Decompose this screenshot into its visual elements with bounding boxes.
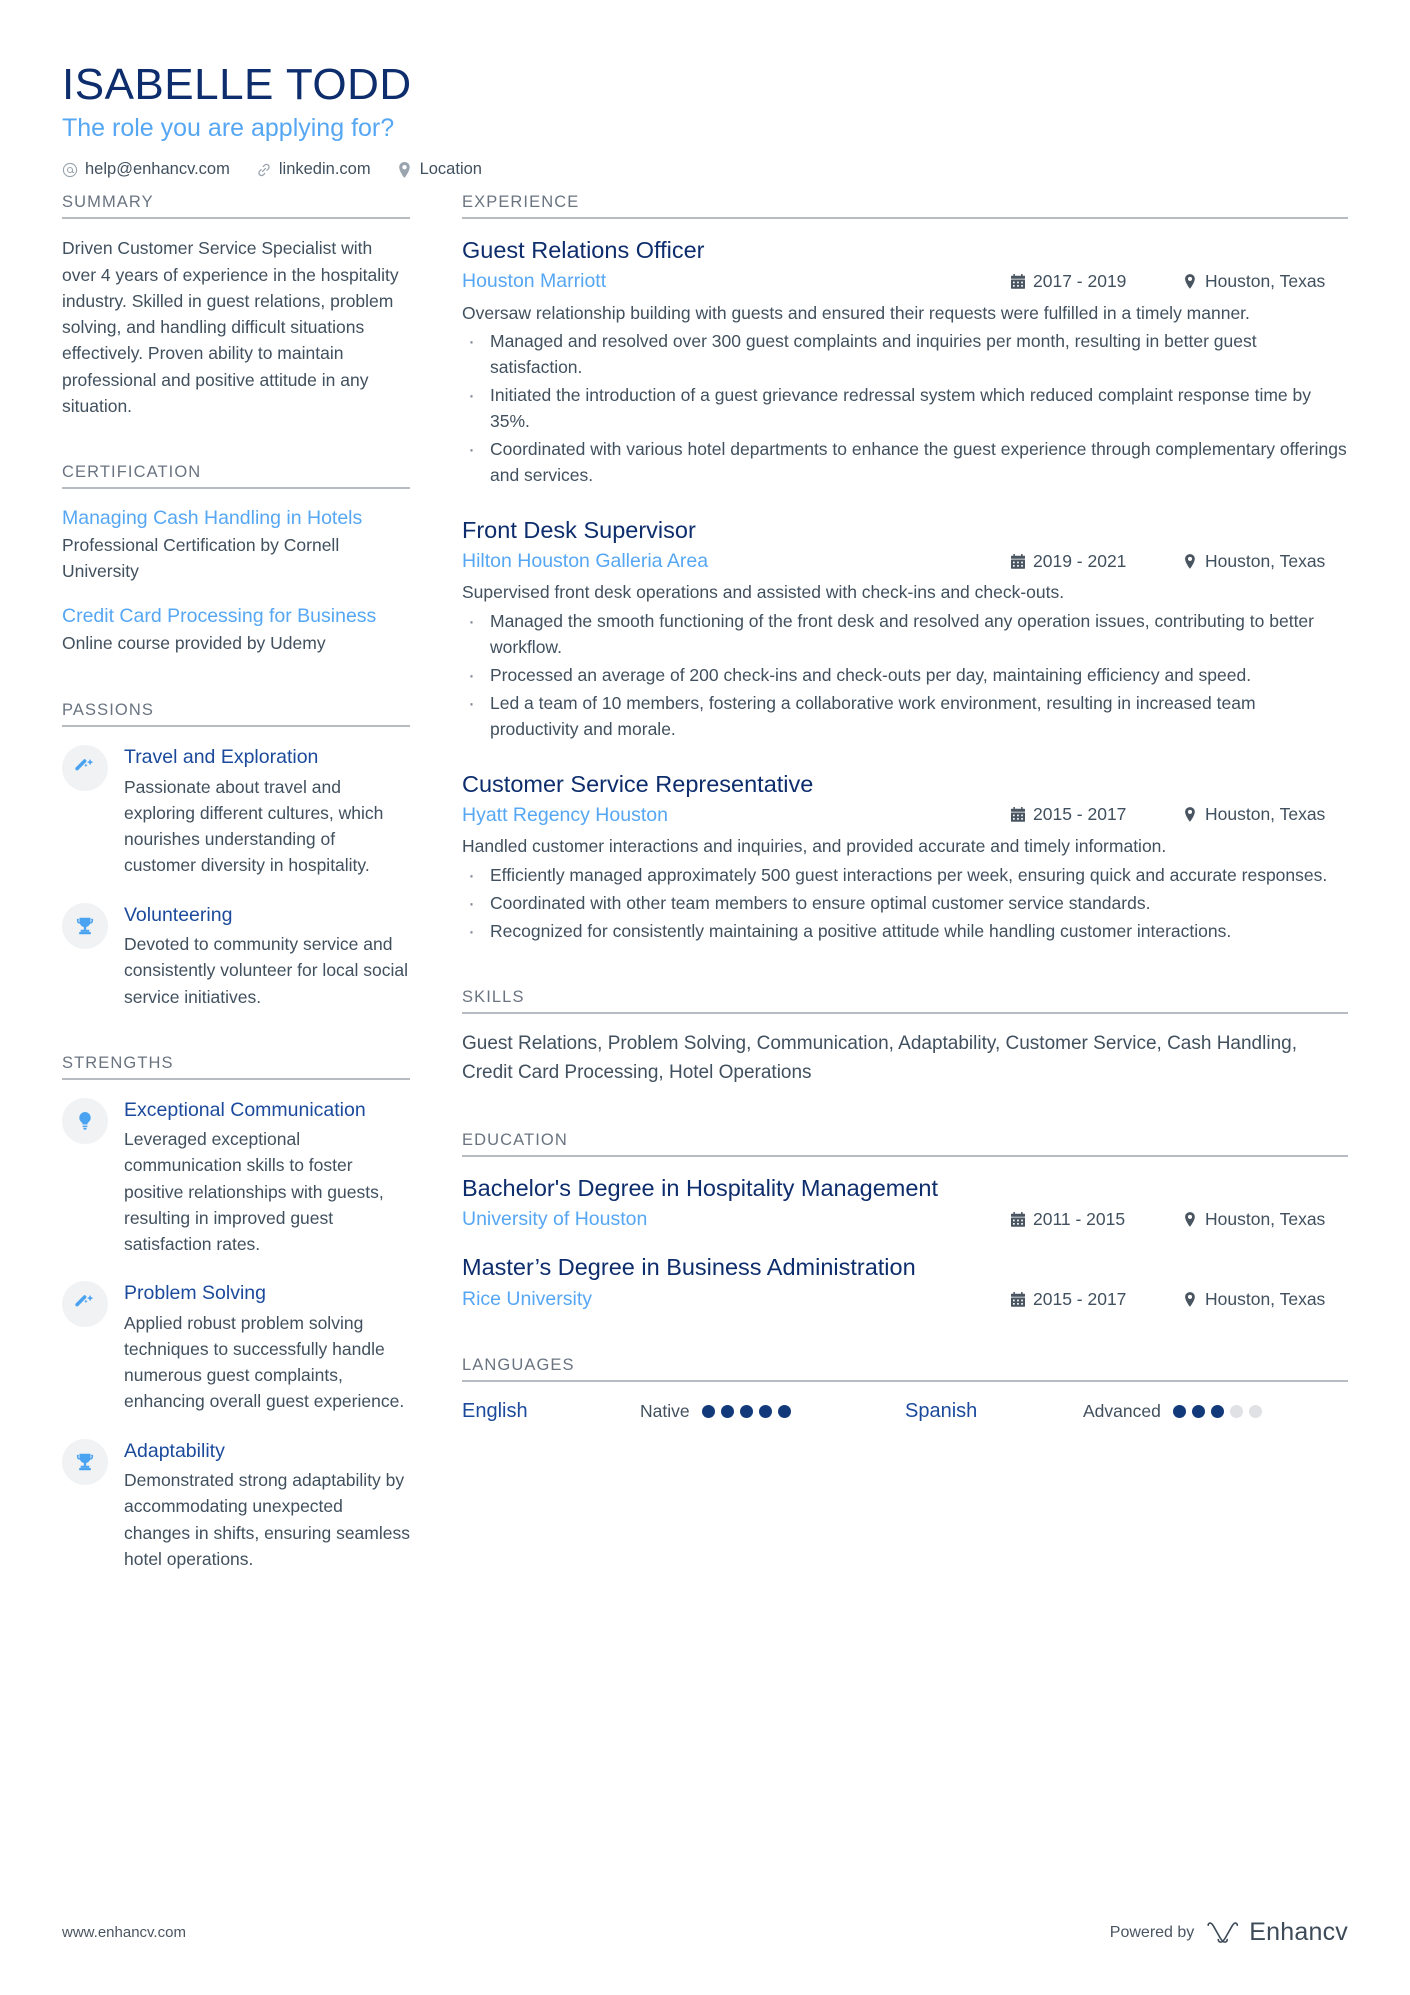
- passion-item: [62, 901, 410, 1010]
- link-icon: [256, 162, 272, 178]
- strength-body: [124, 1096, 410, 1258]
- education-dates: [1011, 1209, 1183, 1230]
- education-degree: Bachelor's Degree in Hospitality Management: [462, 1174, 939, 1201]
- job-bullets: [462, 329, 1348, 488]
- passion-title: Volunteering: [124, 903, 233, 926]
- job-location-text: Houston, Texas: [1205, 804, 1326, 825]
- strength-title: Exceptional Communication: [124, 1098, 366, 1121]
- powered-by-label: Powered by: [1109, 1923, 1195, 1941]
- rating-dot-filled: [1173, 1405, 1186, 1418]
- education-entry: [462, 1173, 1348, 1233]
- calendar-icon: [1011, 1291, 1025, 1307]
- section-summary: [62, 193, 410, 419]
- resume-body: [62, 193, 1348, 1580]
- calendar-icon: [1011, 1211, 1025, 1227]
- spacer: [62, 665, 410, 701]
- language-level: Advanced: [1083, 1400, 1161, 1421]
- section-title-experience: EXPERIENCE: [462, 193, 580, 212]
- education-degree: Master’s Degree in Business Administration: [462, 1254, 916, 1281]
- location-pin-icon: [1183, 807, 1197, 823]
- job-title: Front Desk Supervisor: [462, 516, 696, 543]
- strength-item: [62, 1437, 410, 1572]
- education-entry: [462, 1252, 1348, 1312]
- magic-wand-icon: [62, 1281, 108, 1327]
- spacer: [462, 1320, 1348, 1356]
- certification-title[interactable]: Credit Card Processing for Business: [62, 605, 377, 628]
- certification-item: [62, 603, 410, 657]
- job-meta: [462, 548, 1348, 574]
- spacer: [62, 1018, 410, 1054]
- strength-item: [62, 1279, 410, 1414]
- contact-linkedin-text: linkedin.com: [278, 160, 371, 179]
- job-dates: [1011, 551, 1183, 572]
- resume-header: [62, 60, 1348, 179]
- section-rule: [462, 1380, 1348, 1382]
- footer-powered-by: [1110, 1918, 1348, 1947]
- section-passions: [62, 701, 410, 1009]
- experience-entry: [462, 235, 1348, 489]
- job-title: Customer Service Representative: [462, 770, 814, 797]
- strength-description: Demonstrated strong adaptability by accommodating unexpected changes in shifts, ensuring seamless hotel operations.: [124, 1470, 410, 1569]
- section-experience: [462, 193, 1348, 944]
- spacer: [462, 1095, 1348, 1131]
- section-title-passions: PASSIONS: [62, 701, 154, 720]
- left-column: [62, 193, 454, 1580]
- strength-item: [62, 1096, 410, 1258]
- education-dates-text: 2011 - 2015: [1033, 1208, 1126, 1229]
- education-location: [1183, 1289, 1348, 1310]
- education-school[interactable]: University of Houston: [462, 1208, 648, 1231]
- spacer: [62, 427, 410, 463]
- candidate-name: ISABELLE TODD: [62, 60, 412, 109]
- job-location: [1183, 804, 1348, 825]
- languages-row: [462, 1398, 1348, 1424]
- footer-site-url[interactable]: www.enhancv.com: [62, 1924, 186, 1941]
- strength-body: [124, 1437, 410, 1572]
- job-company[interactable]: Hilton Houston Galleria Area: [462, 549, 709, 572]
- right-column: [454, 193, 1348, 1432]
- language-name: English: [462, 1400, 528, 1423]
- job-location-text: Houston, Texas: [1205, 270, 1326, 291]
- section-rule: [62, 725, 410, 727]
- rating-dot-filled: [702, 1405, 715, 1418]
- certification-item: [62, 505, 410, 585]
- job-title: Guest Relations Officer: [462, 237, 705, 264]
- enhancv-wordmark: Enhancv: [1249, 1918, 1348, 1946]
- job-bullets: [462, 863, 1348, 945]
- section-rule: [62, 487, 410, 489]
- magic-wand-icon: [62, 745, 108, 791]
- contact-email-text: help@enhancv.com: [85, 160, 230, 179]
- language-name: Spanish: [905, 1400, 978, 1423]
- enhancv-brand: [1206, 1918, 1348, 1947]
- spacer: [462, 952, 1348, 988]
- location-pin-icon: [1183, 553, 1197, 569]
- passion-title: Travel and Exploration: [124, 746, 319, 769]
- job-description: Oversaw relationship building with guests and ensured their requests were fulfilled in a timely manner.: [462, 302, 1250, 323]
- passion-body: [124, 743, 410, 878]
- contact-linkedin[interactable]: [256, 160, 371, 179]
- enhancv-logo-icon: [1206, 1921, 1240, 1945]
- job-dates-text: 2019 - 2021: [1033, 550, 1127, 571]
- rating-dot-filled: [1192, 1405, 1205, 1418]
- job-bullet: · Coordinated with other team members to ensure optimal customer service standards.: [462, 891, 1348, 917]
- job-bullet: · Managed the smooth functioning of the front desk and resolved any operation issues, contributing to better workflow.: [462, 609, 1348, 661]
- rating-dot-filled: [740, 1405, 753, 1418]
- contact-row: [62, 160, 1348, 179]
- strength-title: Problem Solving: [124, 1282, 266, 1305]
- passion-description: Devoted to community service and consistently volunteer for local social service initiatives.: [124, 934, 409, 1007]
- section-title-strengths: STRENGTHS: [62, 1053, 174, 1072]
- job-bullets: [462, 609, 1348, 742]
- certification-title[interactable]: Managing Cash Handling in Hotels: [62, 507, 363, 530]
- passion-item: [62, 743, 410, 878]
- language-rating: [702, 1405, 791, 1418]
- language-rating: [1173, 1405, 1262, 1418]
- job-dates: [1011, 804, 1183, 825]
- strength-title: Adaptability: [124, 1439, 225, 1462]
- at-icon: [62, 162, 78, 178]
- education-dates: [1011, 1289, 1183, 1310]
- strength-description: Leveraged exceptional communication skills to foster positive relationships with guests, resulting in improved guest satisfaction rates.: [124, 1129, 384, 1255]
- job-bullet: · Processed an average of 200 check-ins and check-outs per day, maintaining efficiency and speed.: [462, 663, 1348, 689]
- strength-body: [124, 1279, 410, 1414]
- education-location-text: Houston, Texas: [1205, 1208, 1326, 1229]
- target-role: The role you are applying for?: [62, 114, 395, 143]
- language-item: [462, 1398, 905, 1424]
- job-bullet: · Recognized for consistently maintaining a positive attitude while handling customer interactions.: [462, 919, 1348, 945]
- education-location-text: Houston, Texas: [1205, 1288, 1326, 1309]
- education-meta: [462, 1286, 1348, 1312]
- passion-body: [124, 901, 410, 1010]
- job-meta: [462, 802, 1348, 828]
- job-dates: [1011, 271, 1183, 292]
- job-location-text: Houston, Texas: [1205, 550, 1326, 571]
- summary-text: Driven Customer Service Specialist with over 4 years of experience in the hospitality industry. Skilled in guest relations, problem solving, and handling difficult situations effectively. Proven ability to maintain professional and positive attitude in any situation.: [62, 238, 399, 416]
- job-bullet: · Coordinated with various hotel departments to enhance the guest experience through complementary offerings and services.: [462, 437, 1348, 489]
- experience-entry: [462, 515, 1348, 743]
- section-rule: [62, 217, 410, 219]
- education-meta: [462, 1206, 1348, 1232]
- job-bullet: · Efficiently managed approximately 500 guest interactions per week, ensuring quick and accurate responses.: [462, 863, 1348, 889]
- section-skills: [462, 988, 1348, 1086]
- contact-location-text: Location: [419, 160, 482, 179]
- section-certification: [62, 463, 410, 657]
- education-location: [1183, 1209, 1348, 1230]
- language-item: [905, 1398, 1348, 1424]
- skills-text: Guest Relations, Problem Solving, Communication, Adaptability, Customer Service, Cash Handling, Credit Card Processing, Hotel Operations: [462, 1033, 1297, 1083]
- language-level: Native: [640, 1400, 690, 1421]
- rating-dot-empty: [1230, 1405, 1243, 1418]
- job-location: [1183, 271, 1348, 292]
- calendar-icon: [1011, 273, 1025, 289]
- certification-subtitle: Professional Certification by Cornell University: [62, 535, 340, 582]
- lightbulb-icon: [62, 1098, 108, 1144]
- contact-email[interactable]: [62, 160, 230, 179]
- trophy-icon: [62, 1439, 108, 1485]
- section-rule: [462, 1012, 1348, 1014]
- section-rule: [462, 1155, 1348, 1157]
- education-dates-text: 2015 - 2017: [1033, 1288, 1127, 1309]
- calendar-icon: [1011, 807, 1025, 823]
- rating-dot-filled: [759, 1405, 772, 1418]
- rating-dot-filled: [778, 1405, 791, 1418]
- certification-subtitle: Online course provided by Udemy: [62, 633, 326, 654]
- section-title-summary: SUMMARY: [62, 193, 154, 212]
- location-pin-icon: [397, 162, 413, 178]
- job-bullet: · Led a team of 10 members, fostering a collaborative work environment, resulting in increased team productivity and morale.: [462, 691, 1348, 743]
- job-bullet: · Managed and resolved over 300 guest complaints and inquiries per month, resulting in better guest satisfaction.: [462, 329, 1348, 381]
- job-dates-text: 2017 - 2019: [1033, 270, 1127, 291]
- section-rule: [62, 1078, 410, 1080]
- section-strengths: [62, 1054, 410, 1572]
- experience-entry: [462, 769, 1348, 945]
- page-footer: [62, 1918, 1348, 1947]
- location-pin-icon: [1183, 1211, 1197, 1227]
- section-title-languages: LANGUAGES: [462, 1356, 575, 1375]
- rating-dot-empty: [1249, 1405, 1262, 1418]
- education-school[interactable]: Rice University: [462, 1287, 593, 1310]
- location-pin-icon: [1183, 273, 1197, 289]
- job-description: Handled customer interactions and inquiries, and provided accurate and timely information.: [462, 835, 1167, 856]
- section-title-education: EDUCATION: [462, 1130, 568, 1149]
- trophy-icon: [62, 903, 108, 949]
- section-languages: [462, 1356, 1348, 1424]
- contact-location[interactable]: [397, 160, 482, 179]
- calendar-icon: [1011, 553, 1025, 569]
- job-description: Supervised front desk operations and assisted with check-ins and check-outs.: [462, 582, 1065, 603]
- rating-dot-filled: [721, 1405, 734, 1418]
- job-company[interactable]: Hyatt Regency Houston: [462, 803, 668, 826]
- job-meta: [462, 268, 1348, 294]
- section-education: [462, 1131, 1348, 1313]
- rating-dot-filled: [1211, 1405, 1224, 1418]
- section-title-skills: SKILLS: [462, 988, 525, 1007]
- location-pin-icon: [1183, 1291, 1197, 1307]
- job-dates-text: 2015 - 2017: [1033, 804, 1127, 825]
- passion-description: Passionate about travel and exploring different cultures, which nourishes understanding of customer diversity in hospitality.: [124, 776, 384, 876]
- job-bullet: · Initiated the introduction of a guest grievance redressal system which reduced complaint response time by 35%.: [462, 383, 1348, 435]
- section-title-certification: CERTIFICATION: [62, 463, 202, 482]
- section-rule: [462, 217, 1348, 219]
- strength-description: Applied robust problem solving techniques to successfully handle numerous guest complaints, enhancing overall guest experience.: [124, 1312, 405, 1412]
- job-company[interactable]: Houston Marriott: [462, 270, 607, 293]
- job-location: [1183, 551, 1348, 572]
